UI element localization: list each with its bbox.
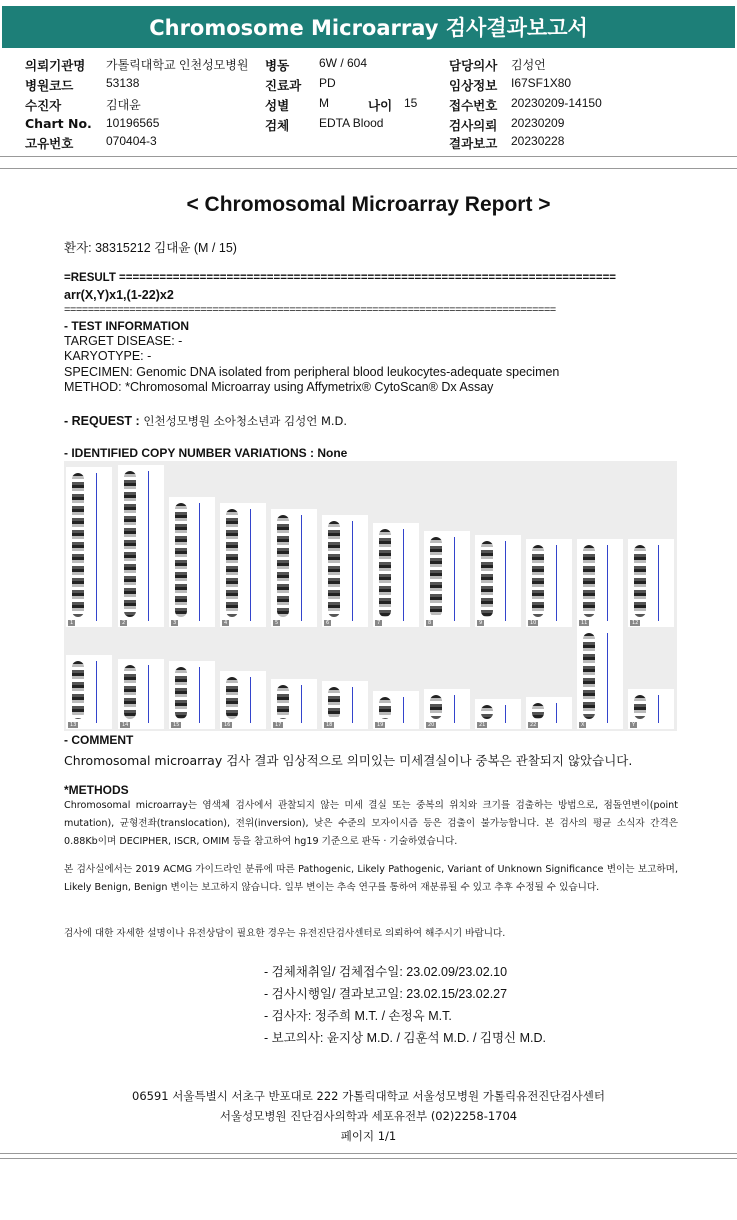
header-value-3-v3: 20230209-14150 bbox=[511, 96, 602, 110]
chromosome-16 bbox=[220, 671, 266, 729]
chromosome-12 bbox=[628, 539, 674, 627]
chromosome-band bbox=[277, 515, 289, 617]
copy-number-line bbox=[505, 541, 506, 621]
chromosome-band bbox=[226, 677, 238, 719]
chromosome-number: 18 bbox=[326, 722, 333, 728]
chromosome-band bbox=[583, 545, 595, 617]
chromosome-number: 17 bbox=[275, 722, 282, 728]
reporting-doctors-line: - 보고의사: 윤지상 M.D. / 김훈석 M.D. / 김명신 M.D. bbox=[264, 1031, 546, 1045]
result-value: arr(X,Y)x1,(1-22)x2 bbox=[64, 288, 174, 302]
target-disease: TARGET DISEASE: - bbox=[64, 334, 183, 348]
footer-page-number: 페이지 1/1 bbox=[340, 1129, 397, 1143]
karyotype: KARYOTYPE: - bbox=[64, 349, 152, 363]
copy-number-line bbox=[301, 685, 302, 723]
chromosome-band bbox=[328, 687, 340, 719]
patient-line: 환자: 38315212 김대윤 (M / 15) bbox=[64, 241, 237, 255]
header-value-3-v1: 김대윤 bbox=[106, 98, 141, 112]
copy-number-line bbox=[301, 515, 302, 621]
copy-number-line bbox=[658, 545, 659, 621]
chromosome-19 bbox=[373, 691, 419, 729]
result-label: =RESULT ========================================================================== bbox=[64, 272, 617, 284]
header-value-1-v1: 가톨릭대학교 인천성모병원 bbox=[106, 58, 249, 72]
chromosome-band bbox=[226, 509, 238, 617]
date-line-test: - 검사시행일/ 결과보고일: 23.02.15/23.02.27 bbox=[264, 987, 508, 1001]
chromosome-21 bbox=[475, 699, 521, 729]
chromosome-7 bbox=[373, 523, 419, 627]
chromosome-number: 15 bbox=[173, 722, 180, 728]
chromosome-4 bbox=[220, 503, 266, 627]
copy-number-line bbox=[556, 545, 557, 621]
header-label-1-l1: 의뢰기관명 bbox=[25, 58, 86, 73]
chromosome-number: X bbox=[581, 722, 585, 728]
chromosome-14 bbox=[118, 659, 164, 729]
chromosome-number: 2 bbox=[122, 620, 126, 626]
copy-number-line bbox=[556, 703, 557, 723]
chromosome-5 bbox=[271, 509, 317, 627]
chromosome-number: 5 bbox=[275, 620, 279, 626]
date-line-collection: - 검체채취일/ 검체접수일: 23.02.09/23.02.10 bbox=[264, 965, 508, 979]
chromosome-20 bbox=[424, 689, 470, 729]
chromosome-number: 8 bbox=[428, 620, 432, 626]
examiner-line: - 검사자: 정주희 M.T. / 손정옥 M.T. bbox=[264, 1009, 452, 1023]
copy-number-line bbox=[96, 473, 97, 621]
chromosome-band bbox=[379, 529, 391, 617]
copy-number-line bbox=[352, 687, 353, 723]
header-value-4-v3: 20230209 bbox=[511, 116, 565, 130]
header-label-4-l1: Chart No. bbox=[25, 116, 92, 131]
chromosome-number: 3 bbox=[173, 620, 177, 626]
footer-address: 06591 서울특별시 서초구 반포대로 222 가톨릭대학교 서울성모병원 가톨릭유전진단검사센터 bbox=[132, 1089, 605, 1103]
chromosome-10 bbox=[526, 539, 572, 627]
chromosome-22 bbox=[526, 697, 572, 729]
method: METHOD: *Chromosomal Microarray using Affymetrix® CytoScan® Dx Assay bbox=[64, 380, 494, 394]
copy-number-line bbox=[454, 537, 455, 621]
methods-paragraph-3: 검사에 대한 자세한 설명이나 유전상담이 필요한 경우는 유전진단검사센터로 의뢰하여 해주시기 바랍니다. bbox=[64, 928, 506, 939]
report-header-title: Chromosome Microarray 검사결과보고서 bbox=[149, 16, 588, 40]
header-label-4-l3: 검사의뢰 bbox=[449, 118, 498, 133]
chromosome-number: 16 bbox=[224, 722, 231, 728]
chromosome-2 bbox=[118, 465, 164, 627]
chromosome-band bbox=[379, 697, 391, 719]
chromosome-band bbox=[175, 503, 187, 617]
chromosome-band bbox=[481, 541, 493, 617]
chromosome-number: 19 bbox=[377, 722, 384, 728]
chromosome-number: Y bbox=[632, 722, 636, 728]
chromosome-band bbox=[328, 521, 340, 617]
header-label-2-l3: 임상정보 bbox=[449, 78, 498, 93]
test-info-heading: - TEST INFORMATION bbox=[64, 319, 190, 333]
chromosome-13 bbox=[66, 655, 112, 729]
header-value-2-v1: 53138 bbox=[106, 76, 140, 90]
chromosome-number: 13 bbox=[70, 722, 77, 728]
chromosome-17 bbox=[271, 679, 317, 729]
chromosome-band bbox=[634, 695, 646, 719]
chromosome-number: 20 bbox=[428, 722, 435, 728]
chromosome-15 bbox=[169, 661, 215, 729]
chromosome-8 bbox=[424, 531, 470, 627]
chromosome-6 bbox=[322, 515, 368, 627]
copy-number-line bbox=[199, 503, 200, 621]
request-value: 인천성모병원 소아청소년과 김성언 M.D. bbox=[139, 414, 348, 428]
copy-number-line bbox=[148, 665, 149, 723]
chromosome-band bbox=[72, 661, 84, 719]
copy-number-line bbox=[250, 509, 251, 621]
chromosome-band bbox=[583, 633, 595, 719]
specimen: SPECIMEN: Genomic DNA isolated from peripheral blood leukocytes-adequate specimen bbox=[64, 365, 560, 379]
copy-number-line bbox=[454, 695, 455, 723]
header-value-5-v1: 070404-3 bbox=[106, 134, 157, 148]
header-label-5-l1: 고유번호 bbox=[25, 136, 74, 151]
karyogram-image bbox=[64, 461, 677, 731]
chromosome-band bbox=[532, 545, 544, 617]
chromosome-Y bbox=[628, 689, 674, 729]
footer-department: 서울성모병원 진단검사의학과 세포유전부 (02)2258-1704 bbox=[219, 1109, 518, 1123]
report-main-title: < Chromosomal Microarray Report > bbox=[186, 193, 551, 216]
copy-number-line bbox=[352, 521, 353, 621]
chromosome-18 bbox=[322, 681, 368, 729]
header-label-3-l2: 성별 bbox=[265, 98, 290, 113]
header-value-4-v1: 10196565 bbox=[106, 116, 160, 130]
header-divider bbox=[0, 156, 737, 157]
comment-text: Chromosomal microarray 검사 결과 임상적으로 의미있는 미세결실이나 중복은 관찰되지 않았습니다. bbox=[64, 753, 633, 768]
chromosome-number: 22 bbox=[530, 722, 537, 728]
header-value-3-v2: M bbox=[319, 96, 329, 110]
chromosome-number: 11 bbox=[581, 620, 588, 626]
age-label: 나이 bbox=[368, 98, 393, 113]
chromosome-number: 9 bbox=[479, 620, 483, 626]
chromosome-band bbox=[430, 695, 442, 719]
methods-paragraph-1: Chromosomal microarray는 염색체 검사에서 관찰되지 않는 미세 결실 또는 중복의 위치와 크기를 검출하는 방법으로, 점돌연변이(point mutation), 균형전좌(translocation), 전위(inversion), 낮은 수준의 모자이시즘 등은 검출이 불가능합니다. 본 검사의 평균 소식자 간격은 0.88Kb이며 DECIPHER, ISCR, OMIM 등을 참고하여 hg19 기준으로 판독 · 기술하였습니다. bbox=[64, 800, 678, 847]
chromosome-number: 21 bbox=[479, 722, 486, 728]
methods-paragraph-2: 본 검사실에서는 2019 ACMG 가이드라인 분류에 따른 Pathogenic, Likely Pathogenic, Variant of Unknown Significance 변이는 보고하며, Likely Benign, Benign 변이는 보고하지 않습니다. 일부 변이는 추속 연구를 통하여 재분류될 수 있고 추후 수정될 수 있습니다. bbox=[64, 864, 678, 893]
chromosome-band bbox=[481, 705, 493, 719]
copy-number-line bbox=[199, 667, 200, 723]
header-label-3-l3: 접수번호 bbox=[449, 98, 498, 113]
chromosome-number: 6 bbox=[326, 620, 330, 626]
cnv-heading: - IDENTIFIED COPY NUMBER VARIATIONS : None bbox=[64, 446, 348, 460]
chromosome-number: 1 bbox=[70, 620, 74, 626]
chromosome-band bbox=[430, 537, 442, 617]
header-value-4-v2: EDTA Blood bbox=[319, 116, 384, 130]
copy-number-line bbox=[505, 705, 506, 723]
header-value-2-v2: PD bbox=[319, 76, 336, 90]
chromosome-band bbox=[124, 665, 136, 719]
chromosome-band bbox=[72, 473, 84, 617]
chromosome-number: 4 bbox=[224, 620, 228, 626]
footer-divider bbox=[0, 1153, 737, 1154]
chromosome-1 bbox=[66, 467, 112, 627]
request-label: - REQUEST : bbox=[64, 414, 140, 428]
age-value: 15 bbox=[404, 96, 418, 110]
header-label-2-l2: 진료과 bbox=[265, 78, 302, 93]
copy-number-line bbox=[607, 633, 608, 723]
copy-number-line bbox=[96, 661, 97, 723]
header-value-5-v3: 20230228 bbox=[511, 134, 565, 148]
request-line bbox=[64, 413, 347, 429]
chromosome-band bbox=[277, 685, 289, 719]
result-divider: =================================================================================== bbox=[64, 304, 556, 316]
copy-number-line bbox=[250, 677, 251, 723]
footer-divider-2 bbox=[0, 1158, 737, 1159]
chromosome-band bbox=[124, 471, 136, 617]
header-label-1-l3: 담당의사 bbox=[449, 58, 498, 73]
copy-number-line bbox=[658, 695, 659, 723]
chromosome-number: 12 bbox=[632, 620, 639, 626]
header-value-1-v3: 김성언 bbox=[511, 58, 546, 72]
chromosome-band bbox=[634, 545, 646, 617]
header-label-3-l1: 수진자 bbox=[25, 98, 62, 113]
chromosome-3 bbox=[169, 497, 215, 627]
copy-number-line bbox=[403, 529, 404, 621]
header-value-1-v2: 6W / 604 bbox=[319, 56, 368, 70]
header-value-2-v3: I67SF1X80 bbox=[511, 76, 572, 90]
chromosome-number: 14 bbox=[122, 722, 129, 728]
chromosome-11 bbox=[577, 539, 623, 627]
copy-number-line bbox=[148, 471, 149, 621]
header-label-4-l2: 검체 bbox=[265, 118, 290, 133]
report-title-bar bbox=[2, 6, 735, 48]
header-divider-2 bbox=[0, 168, 737, 169]
chromosome-X bbox=[577, 627, 623, 729]
copy-number-line bbox=[607, 545, 608, 621]
header-label-5-l3: 결과보고 bbox=[449, 136, 498, 151]
header-label-2-l1: 병원코드 bbox=[25, 78, 74, 93]
copy-number-line bbox=[403, 697, 404, 723]
comment-heading: - COMMENT bbox=[64, 733, 134, 747]
chromosome-band bbox=[532, 703, 544, 719]
chromosome-9 bbox=[475, 535, 521, 627]
chromosome-number: 7 bbox=[377, 620, 381, 626]
chromosome-number: 10 bbox=[530, 620, 537, 626]
header-label-1-l2: 병동 bbox=[265, 58, 290, 73]
chromosome-band bbox=[175, 667, 187, 719]
methods-heading: *METHODS bbox=[64, 783, 129, 797]
